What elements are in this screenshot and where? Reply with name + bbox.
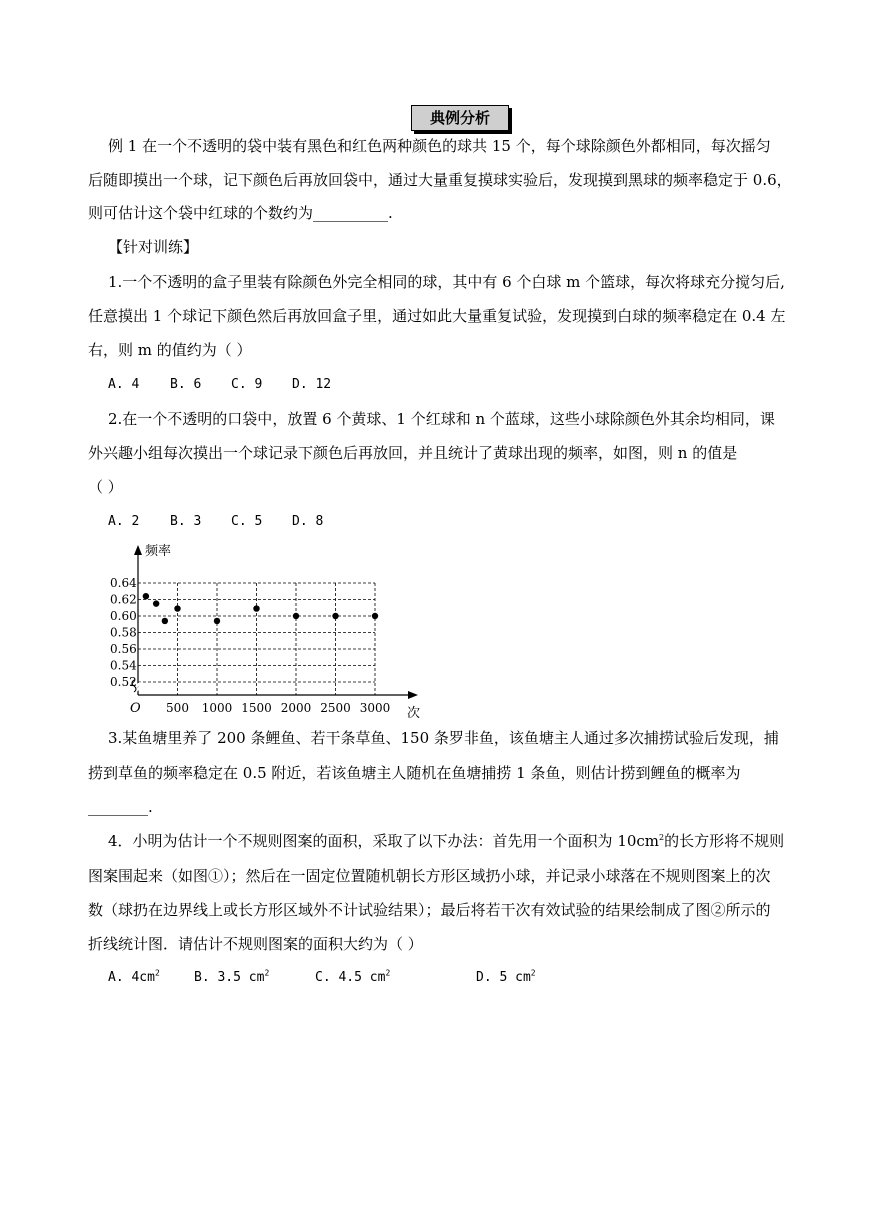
data-point [153, 600, 159, 606]
q4-line: 折线统计图．请估计不规则图案的面积大约为（ ） [88, 935, 423, 953]
y-tick-label: 0.58 [110, 625, 137, 640]
x-tick-label: 1000 [201, 701, 233, 715]
y-tick-label: 0.60 [110, 609, 137, 623]
frequency-scatter-chart [100, 535, 440, 720]
q4-option-a-text: A. 4cm [108, 970, 155, 985]
q4-line1-text: 4．小明为估计一个不规则图案的面积，采取了以下办法：首先用一个面积为 10cm [108, 832, 660, 850]
data-point [332, 613, 338, 619]
x-tick-label: 3000 [359, 701, 391, 715]
q1-line: 1.一个不透明的盒子里装有除颜色外完全相同的球，其中有 6 个白球 m 个篮球，每次将球充分搅匀后, [108, 273, 785, 291]
q2-line: 2.在一个不透明的口袋中，放置 6 个黄球、1 个红球和 n 个蓝球，这些小球除颜色外其余均相同，课 [108, 410, 775, 428]
x-tick-label: 500 [166, 701, 189, 715]
example1-line: 则可估计这个袋中红球的个数约为__________. [88, 204, 393, 222]
q4-option-d-text: D. 5 cm [476, 970, 531, 985]
x-tick-label: 2000 [280, 701, 312, 715]
q4-option-d-sup: 2 [530, 968, 536, 978]
training-header: 【针对训练】 [108, 238, 199, 256]
data-point [214, 618, 220, 624]
q4-option-b-sup: 2 [264, 968, 270, 978]
q1-line: 右，则 m 的值约为（ ） [88, 341, 252, 359]
q2-option-b: B. 3 [170, 514, 202, 529]
q2-option-a: A. 2 [108, 514, 140, 529]
data-point [162, 618, 168, 624]
q1-option-b: B. 6 [170, 377, 202, 392]
q4-line: 数（球扔在边界线上或长方形区域外不计试验结果）；最后将若干次有效试验的结果绘制成了图②所示的 [88, 901, 771, 919]
x-axis-label: 次 [407, 706, 421, 720]
y-tick-label: 0.54 [110, 658, 137, 673]
q4-line [108, 831, 784, 851]
q4-option-c-sup: 2 [385, 968, 391, 978]
y-tick-label: 0.56 [110, 642, 137, 656]
q2-line: 外兴趣小组每次摸出一个球记录下颜色后再放回，并且统计了黄球出现的频率，如图，则 n 的值是 [88, 444, 738, 462]
data-point [372, 613, 378, 619]
section-title: 典例分析 [411, 105, 509, 131]
q4-option-c-text: C. 4.5 cm [315, 970, 386, 985]
q2-option-d: D. 8 [292, 514, 324, 529]
q4-option-c [315, 969, 390, 987]
q4-line1-text-end: 的长方形将不规则 [664, 832, 785, 850]
q2-line: （ ） [88, 478, 123, 496]
y-axis-arrow [134, 545, 142, 555]
x-axis-arrow [408, 691, 418, 699]
q1-option-d: D. 12 [292, 377, 332, 392]
q1-line: 任意摸出 1 个球记下颜色然后再放回盒子里，通过如此大量重复试验，发现摸到白球的频率稳定在 0.4 左 [88, 307, 786, 325]
y-tick-label: 0.52 [110, 675, 137, 689]
data-point [253, 605, 259, 611]
y-axis-label: 频率 [145, 544, 172, 559]
data-point [293, 613, 299, 619]
q4-line: 图案围起来（如图①）；然后在一固定位置随机朝长方形区域扔小球，并记录小球落在不规则图案上的次 [88, 867, 771, 885]
example1-line: 例 1 在一个不透明的袋中装有黑色和红色两种颜色的球共 15 个，每个球除颜色外都相同，每次摇匀 [108, 137, 771, 155]
y-tick-label: 0.62 [110, 592, 137, 607]
q2-option-c: C. 5 [231, 514, 263, 529]
x-tick-label: 1500 [241, 701, 272, 715]
q4-line1-sup: 2 [659, 833, 665, 842]
q3-line: ________. [88, 798, 153, 816]
q3-line: 3.某鱼塘里养了 200 条鲤鱼、若干条草鱼、150 条罗非鱼，该鱼塘主人通过多次捕捞试验后发现，捕 [108, 729, 779, 747]
example1-line: 后随即摸出一个球，记下颜色后再放回袋中，通过大量重复摸球实验后，发现摸到黑球的频率稳定于 0.6， [88, 171, 792, 189]
q3-line: 捞到草鱼的频率稳定在 0.5 附近，若该鱼塘主人随机在鱼塘捕捞 1 条鱼，则估计捞到鲤鱼的概率为 [88, 764, 741, 782]
x-tick-label: 2500 [320, 701, 351, 715]
data-point [174, 605, 180, 611]
origin-label: O [130, 701, 141, 716]
q4-option-b [194, 969, 269, 987]
q4-option-b-text: B. 3.5 cm [194, 970, 265, 985]
q4-option-d [476, 969, 536, 987]
q4-option-a [108, 969, 160, 987]
q4-option-a-sup: 2 [154, 968, 160, 978]
q1-option-a: A. 4 [108, 377, 140, 392]
data-point [143, 593, 149, 599]
q1-option-c: C. 9 [231, 377, 263, 392]
y-tick-label: 0.64 [110, 576, 137, 590]
